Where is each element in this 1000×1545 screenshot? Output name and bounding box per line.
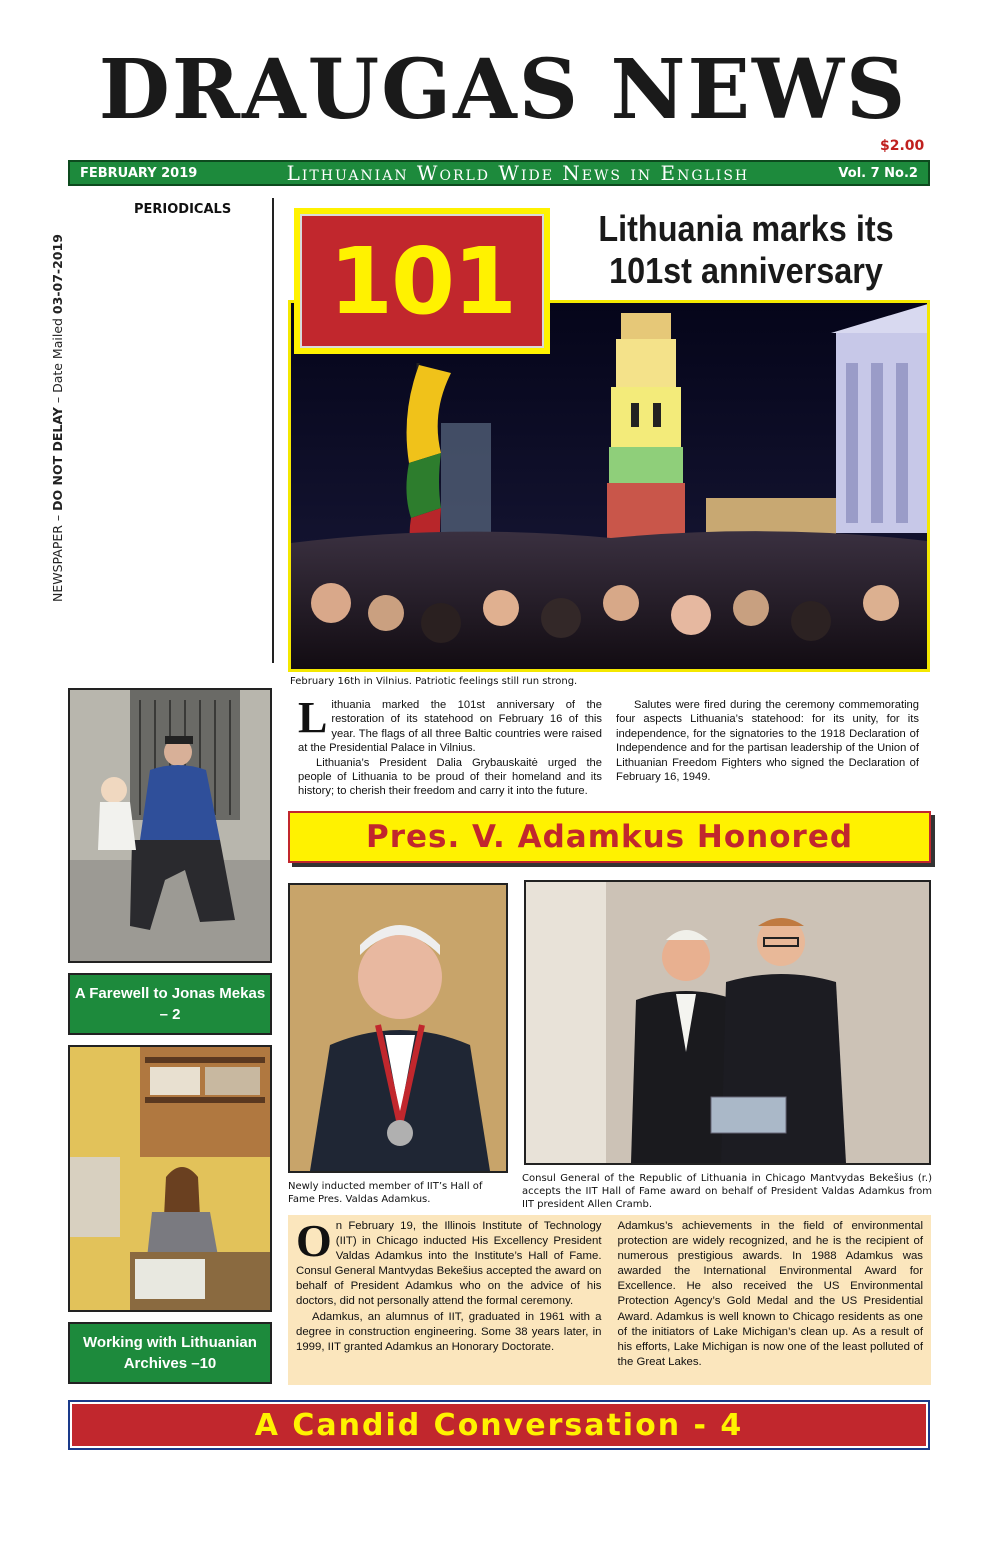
adamkus-paragraph-3: Adamkus’s achievements in the field of environmental protection are widely recognized, and he is the recipient of numerous prestigious awards. In 1988 Adamkus was awarded the International Environmental Award for Excellence. He also received the US Environmental Protection Agency’s Gold Medal and the US Presidential Award. Adamkus is well known to Chicago residents as one of the initiators of Lake Michigan’s clean up. As a result of his efforts, Lake Michigan is now one of the least polluted of the Great Lakes.	[617, 1220, 923, 1368]
lead-paragraph-1: ithuania marked the 101st anniversary of the restoration of its statehood on February 16 of this year. The flags of all three Baltic countries were raised at the Presidential Palace in Vilnius.	[298, 699, 602, 755]
anniversary-number-box	[294, 208, 550, 354]
award-ceremony-caption: Consul General of the Republic of Lithuania in Chicago Mantvydas Bekešius (r.) accepts the IIT Hall of Fame award on behalf of President Valdas Adamkus from IIT president Allen Cramb.	[522, 1173, 932, 1210]
award-ceremony-photo	[524, 880, 931, 1165]
lead-drop-cap: L	[298, 693, 328, 742]
candid-conversation-banner[interactable]: A Candid Conversation - 4	[68, 1400, 930, 1450]
masthead-band	[68, 160, 930, 186]
adamkus-article	[288, 1215, 931, 1385]
tagline: Lithuanian World Wide News in English	[286, 161, 750, 185]
lead-article-col2	[616, 698, 919, 784]
teaser-farewell-mekas[interactable]	[68, 973, 272, 1035]
vilnius-celebration-photo	[288, 300, 930, 672]
price: $2.00	[880, 138, 925, 154]
teaser-lithuanian-archives[interactable]	[68, 1322, 272, 1384]
volume-number: Vol. 7 No.2	[838, 165, 918, 181]
anniversary-number: 101	[300, 214, 544, 348]
adamkus-drop-cap: O	[296, 1215, 332, 1266]
issue-date: FEBRUARY 2019	[80, 165, 198, 181]
adamkus-portrait-caption: Newly inducted member of IIT’s Hall of Fame Pres. Valdas Adamkus.	[288, 1181, 483, 1205]
adamkus-article-col1	[296, 1215, 602, 1381]
periodicals-label: PERIODICALS	[134, 202, 232, 217]
mailing-notice: NEWSPAPER – DO NOT DELAY – Date Mailed 03-07-2019	[50, 234, 65, 602]
masthead-title: DRAUGAS NEWS	[98, 42, 908, 138]
adamkus-paragraph-2: Adamkus, an alumnus of IIT, graduated in 1961 with a degree in construction engineering. Some 38 years later, in 1999, IIT granted Adamkus an Honorary Doctorate.	[296, 1310, 602, 1353]
lead-article-col1	[298, 693, 602, 799]
lead-paragraph-3: Salutes were fired during the ceremony commemorating four aspects Lithuania’s statehood: for its unity, for its independence, for the signatories to the 1918 Declaration of Independence and for the partisan leadership of the Union of Lithuanian Freedom Fighters who signed the Declaration of February 16, 1949.	[616, 699, 919, 784]
teaser-farewell-mekas-label: A Farewell to Jonas Mekas – 2	[74, 985, 266, 1023]
lead-paragraph-2: Lithuania’s President Dalia Grybauskaitė urged the people of Lithuania to be proud of their homeland and its history; to cherish their freedom and carry it into the future.	[298, 756, 602, 798]
adamkus-article-col2	[618, 1219, 924, 1381]
adamkus-portrait-photo	[288, 883, 508, 1173]
adamkus-paragraph-1: n February 19, the Illinois Institute of Technology (IIT) in Chicago inducted His Excellency President Valdas Adamkus into the Institute’s Hall of Fame. Consul General Mantvydas Bekešius accepted the award on behalf of President Adamkus who on the advice of his doctors, did not personally attend the formal ceremony.	[296, 1220, 602, 1308]
lead-photo-caption: February 16th in Vilnius. Patriotic feelings still run strong.	[290, 676, 578, 687]
teaser-lithuanian-archives-label: Working with Lithuanian Archives –10	[83, 1334, 257, 1372]
lead-headline: Lithuania marks its 101st anniversary	[598, 208, 894, 291]
column-divider	[272, 198, 274, 663]
jonas-mekas-photo	[68, 688, 272, 963]
archives-photo	[68, 1045, 272, 1312]
adamkus-banner: Pres. V. Adamkus Honored	[288, 811, 931, 863]
